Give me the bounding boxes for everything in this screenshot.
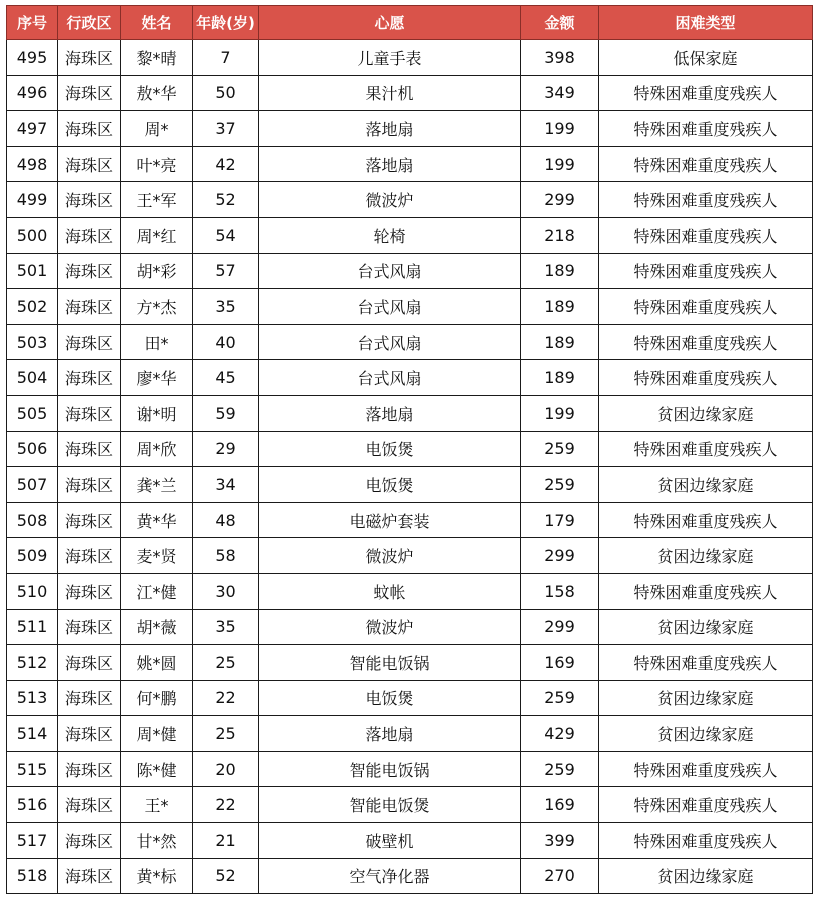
cell-district: 海珠区 (58, 360, 121, 396)
cell-wish: 台式风扇 (259, 253, 521, 289)
cell-hardship-type: 特殊困难重度残疾人 (599, 182, 813, 218)
cell-district: 海珠区 (58, 217, 121, 253)
cell-name: 江*健 (121, 573, 193, 609)
cell-hardship-type: 特殊困难重度残疾人 (599, 573, 813, 609)
cell-index: 497 (7, 111, 58, 147)
table-row (7, 111, 813, 147)
table-row (7, 573, 813, 609)
cell-wish: 微波炉 (259, 538, 521, 574)
cell-index: 499 (7, 182, 58, 218)
table-row (7, 217, 813, 253)
cell-index: 518 (7, 858, 58, 894)
cell-amount: 349 (521, 75, 599, 111)
cell-wish: 落地扇 (259, 146, 521, 182)
cell-wish: 电磁炉套装 (259, 502, 521, 538)
table-row (7, 146, 813, 182)
cell-amount: 199 (521, 146, 599, 182)
cell-age: 29 (193, 431, 259, 467)
cell-wish: 落地扇 (259, 395, 521, 431)
cell-district: 海珠区 (58, 609, 121, 645)
cell-index: 501 (7, 253, 58, 289)
cell-name: 叶*亮 (121, 146, 193, 182)
cell-name: 甘*然 (121, 823, 193, 859)
cell-hardship-type: 特殊困难重度残疾人 (599, 324, 813, 360)
cell-name: 王* (121, 787, 193, 823)
cell-index: 512 (7, 645, 58, 681)
cell-hardship-type: 特殊困难重度残疾人 (599, 217, 813, 253)
cell-name: 王*军 (121, 182, 193, 218)
cell-district: 海珠区 (58, 253, 121, 289)
cell-age: 25 (193, 716, 259, 752)
cell-wish: 台式风扇 (259, 360, 521, 396)
cell-index: 517 (7, 823, 58, 859)
cell-district: 海珠区 (58, 324, 121, 360)
cell-name: 黄*标 (121, 858, 193, 894)
table-row (7, 324, 813, 360)
cell-name: 敖*华 (121, 75, 193, 111)
cell-age: 52 (193, 858, 259, 894)
cell-index: 513 (7, 680, 58, 716)
cell-age: 52 (193, 182, 259, 218)
cell-district: 海珠区 (58, 467, 121, 503)
cell-name: 陈*健 (121, 751, 193, 787)
cell-hardship-type: 特殊困难重度残疾人 (599, 360, 813, 396)
cell-age: 58 (193, 538, 259, 574)
cell-amount: 259 (521, 431, 599, 467)
cell-district: 海珠区 (58, 823, 121, 859)
cell-district: 海珠区 (58, 395, 121, 431)
header-index: 序号 (7, 6, 58, 40)
table-row (7, 253, 813, 289)
cell-district: 海珠区 (58, 182, 121, 218)
header-hardship-type: 困难类型 (599, 6, 813, 40)
cell-name: 周* (121, 111, 193, 147)
cell-district: 海珠区 (58, 431, 121, 467)
cell-name: 姚*圆 (121, 645, 193, 681)
cell-age: 30 (193, 573, 259, 609)
table-row (7, 431, 813, 467)
cell-district: 海珠区 (58, 858, 121, 894)
cell-district: 海珠区 (58, 146, 121, 182)
cell-age: 20 (193, 751, 259, 787)
table-row (7, 787, 813, 823)
cell-amount: 189 (521, 289, 599, 325)
table-body (7, 40, 813, 894)
cell-index: 495 (7, 40, 58, 76)
cell-district: 海珠区 (58, 751, 121, 787)
cell-index: 515 (7, 751, 58, 787)
cell-wish: 儿童手表 (259, 40, 521, 76)
cell-wish: 台式风扇 (259, 289, 521, 325)
table-row (7, 538, 813, 574)
header-age: 年龄(岁) (193, 6, 259, 40)
cell-name: 廖*华 (121, 360, 193, 396)
cell-hardship-type: 特殊困难重度残疾人 (599, 751, 813, 787)
cell-hardship-type: 特殊困难重度残疾人 (599, 645, 813, 681)
cell-district: 海珠区 (58, 289, 121, 325)
cell-age: 37 (193, 111, 259, 147)
table-row (7, 395, 813, 431)
cell-amount: 398 (521, 40, 599, 76)
cell-wish: 蚊帐 (259, 573, 521, 609)
cell-wish: 智能电饭锅 (259, 751, 521, 787)
cell-wish: 台式风扇 (259, 324, 521, 360)
cell-hardship-type: 贫困边缘家庭 (599, 395, 813, 431)
cell-district: 海珠区 (58, 111, 121, 147)
cell-age: 42 (193, 146, 259, 182)
cell-district: 海珠区 (58, 75, 121, 111)
cell-name: 胡*薇 (121, 609, 193, 645)
cell-hardship-type: 贫困边缘家庭 (599, 609, 813, 645)
cell-district: 海珠区 (58, 40, 121, 76)
cell-name: 谢*明 (121, 395, 193, 431)
cell-district: 海珠区 (58, 680, 121, 716)
cell-amount: 169 (521, 787, 599, 823)
header-district: 行政区 (58, 6, 121, 40)
cell-index: 509 (7, 538, 58, 574)
cell-district: 海珠区 (58, 502, 121, 538)
cell-age: 57 (193, 253, 259, 289)
cell-wish: 电饭煲 (259, 680, 521, 716)
cell-name: 周*欣 (121, 431, 193, 467)
cell-age: 59 (193, 395, 259, 431)
cell-index: 516 (7, 787, 58, 823)
cell-wish: 破壁机 (259, 823, 521, 859)
header-name: 姓名 (121, 6, 193, 40)
cell-wish: 智能电饭锅 (259, 645, 521, 681)
cell-index: 510 (7, 573, 58, 609)
cell-amount: 189 (521, 360, 599, 396)
cell-age: 54 (193, 217, 259, 253)
cell-amount: 199 (521, 111, 599, 147)
cell-amount: 429 (521, 716, 599, 752)
cell-district: 海珠区 (58, 645, 121, 681)
table-row (7, 716, 813, 752)
cell-amount: 218 (521, 217, 599, 253)
cell-wish: 微波炉 (259, 182, 521, 218)
cell-amount: 179 (521, 502, 599, 538)
cell-amount: 299 (521, 538, 599, 574)
cell-name: 何*鹏 (121, 680, 193, 716)
cell-hardship-type: 贫困边缘家庭 (599, 680, 813, 716)
table-row (7, 182, 813, 218)
cell-wish: 轮椅 (259, 217, 521, 253)
cell-index: 506 (7, 431, 58, 467)
cell-wish: 果汁机 (259, 75, 521, 111)
cell-hardship-type: 低保家庭 (599, 40, 813, 76)
cell-index: 507 (7, 467, 58, 503)
cell-name: 黎*晴 (121, 40, 193, 76)
table-row (7, 823, 813, 859)
wish-list-table (6, 5, 813, 894)
table-row (7, 502, 813, 538)
cell-hardship-type: 贫困边缘家庭 (599, 858, 813, 894)
cell-hardship-type: 特殊困难重度残疾人 (599, 431, 813, 467)
table-row (7, 751, 813, 787)
cell-amount: 158 (521, 573, 599, 609)
cell-district: 海珠区 (58, 787, 121, 823)
cell-wish: 电饭煲 (259, 467, 521, 503)
cell-age: 45 (193, 360, 259, 396)
cell-amount: 399 (521, 823, 599, 859)
cell-index: 511 (7, 609, 58, 645)
cell-age: 25 (193, 645, 259, 681)
cell-hardship-type: 贫困边缘家庭 (599, 538, 813, 574)
table-row (7, 680, 813, 716)
cell-hardship-type: 贫困边缘家庭 (599, 467, 813, 503)
cell-hardship-type: 特殊困难重度残疾人 (599, 289, 813, 325)
cell-index: 502 (7, 289, 58, 325)
table-row (7, 609, 813, 645)
cell-index: 496 (7, 75, 58, 111)
cell-hardship-type: 特殊困难重度残疾人 (599, 111, 813, 147)
cell-district: 海珠区 (58, 716, 121, 752)
cell-hardship-type: 特殊困难重度残疾人 (599, 146, 813, 182)
cell-name: 周*健 (121, 716, 193, 752)
cell-name: 龚*兰 (121, 467, 193, 503)
cell-wish: 落地扇 (259, 716, 521, 752)
cell-age: 35 (193, 609, 259, 645)
cell-age: 40 (193, 324, 259, 360)
cell-age: 22 (193, 787, 259, 823)
cell-hardship-type: 特殊困难重度残疾人 (599, 253, 813, 289)
cell-index: 504 (7, 360, 58, 396)
cell-age: 34 (193, 467, 259, 503)
cell-name: 方*杰 (121, 289, 193, 325)
cell-amount: 259 (521, 680, 599, 716)
table-row (7, 75, 813, 111)
cell-amount: 270 (521, 858, 599, 894)
header-wish: 心愿 (259, 6, 521, 40)
cell-amount: 299 (521, 609, 599, 645)
cell-wish: 电饭煲 (259, 431, 521, 467)
cell-amount: 259 (521, 467, 599, 503)
cell-amount: 259 (521, 751, 599, 787)
table-row (7, 645, 813, 681)
cell-wish: 微波炉 (259, 609, 521, 645)
cell-amount: 189 (521, 324, 599, 360)
cell-district: 海珠区 (58, 573, 121, 609)
cell-hardship-type: 特殊困难重度残疾人 (599, 823, 813, 859)
cell-district: 海珠区 (58, 538, 121, 574)
cell-name: 田* (121, 324, 193, 360)
header-amount: 金额 (521, 6, 599, 40)
cell-wish: 空气净化器 (259, 858, 521, 894)
cell-name: 黄*华 (121, 502, 193, 538)
cell-amount: 299 (521, 182, 599, 218)
table-row (7, 467, 813, 503)
table-row (7, 360, 813, 396)
cell-age: 21 (193, 823, 259, 859)
cell-wish: 智能电饭煲 (259, 787, 521, 823)
cell-age: 22 (193, 680, 259, 716)
cell-index: 498 (7, 146, 58, 182)
cell-amount: 189 (521, 253, 599, 289)
cell-name: 胡*彩 (121, 253, 193, 289)
cell-index: 503 (7, 324, 58, 360)
cell-hardship-type: 贫困边缘家庭 (599, 716, 813, 752)
cell-age: 7 (193, 40, 259, 76)
cell-age: 35 (193, 289, 259, 325)
cell-hardship-type: 特殊困难重度残疾人 (599, 502, 813, 538)
cell-index: 500 (7, 217, 58, 253)
header-row (7, 6, 813, 40)
cell-amount: 169 (521, 645, 599, 681)
cell-index: 508 (7, 502, 58, 538)
cell-index: 514 (7, 716, 58, 752)
cell-index: 505 (7, 395, 58, 431)
cell-name: 周*红 (121, 217, 193, 253)
cell-wish: 落地扇 (259, 111, 521, 147)
cell-name: 麦*贤 (121, 538, 193, 574)
table-row (7, 289, 813, 325)
cell-hardship-type: 特殊困难重度残疾人 (599, 787, 813, 823)
cell-amount: 199 (521, 395, 599, 431)
cell-age: 48 (193, 502, 259, 538)
cell-age: 50 (193, 75, 259, 111)
table-row (7, 40, 813, 76)
cell-hardship-type: 特殊困难重度残疾人 (599, 75, 813, 111)
table-row (7, 858, 813, 894)
